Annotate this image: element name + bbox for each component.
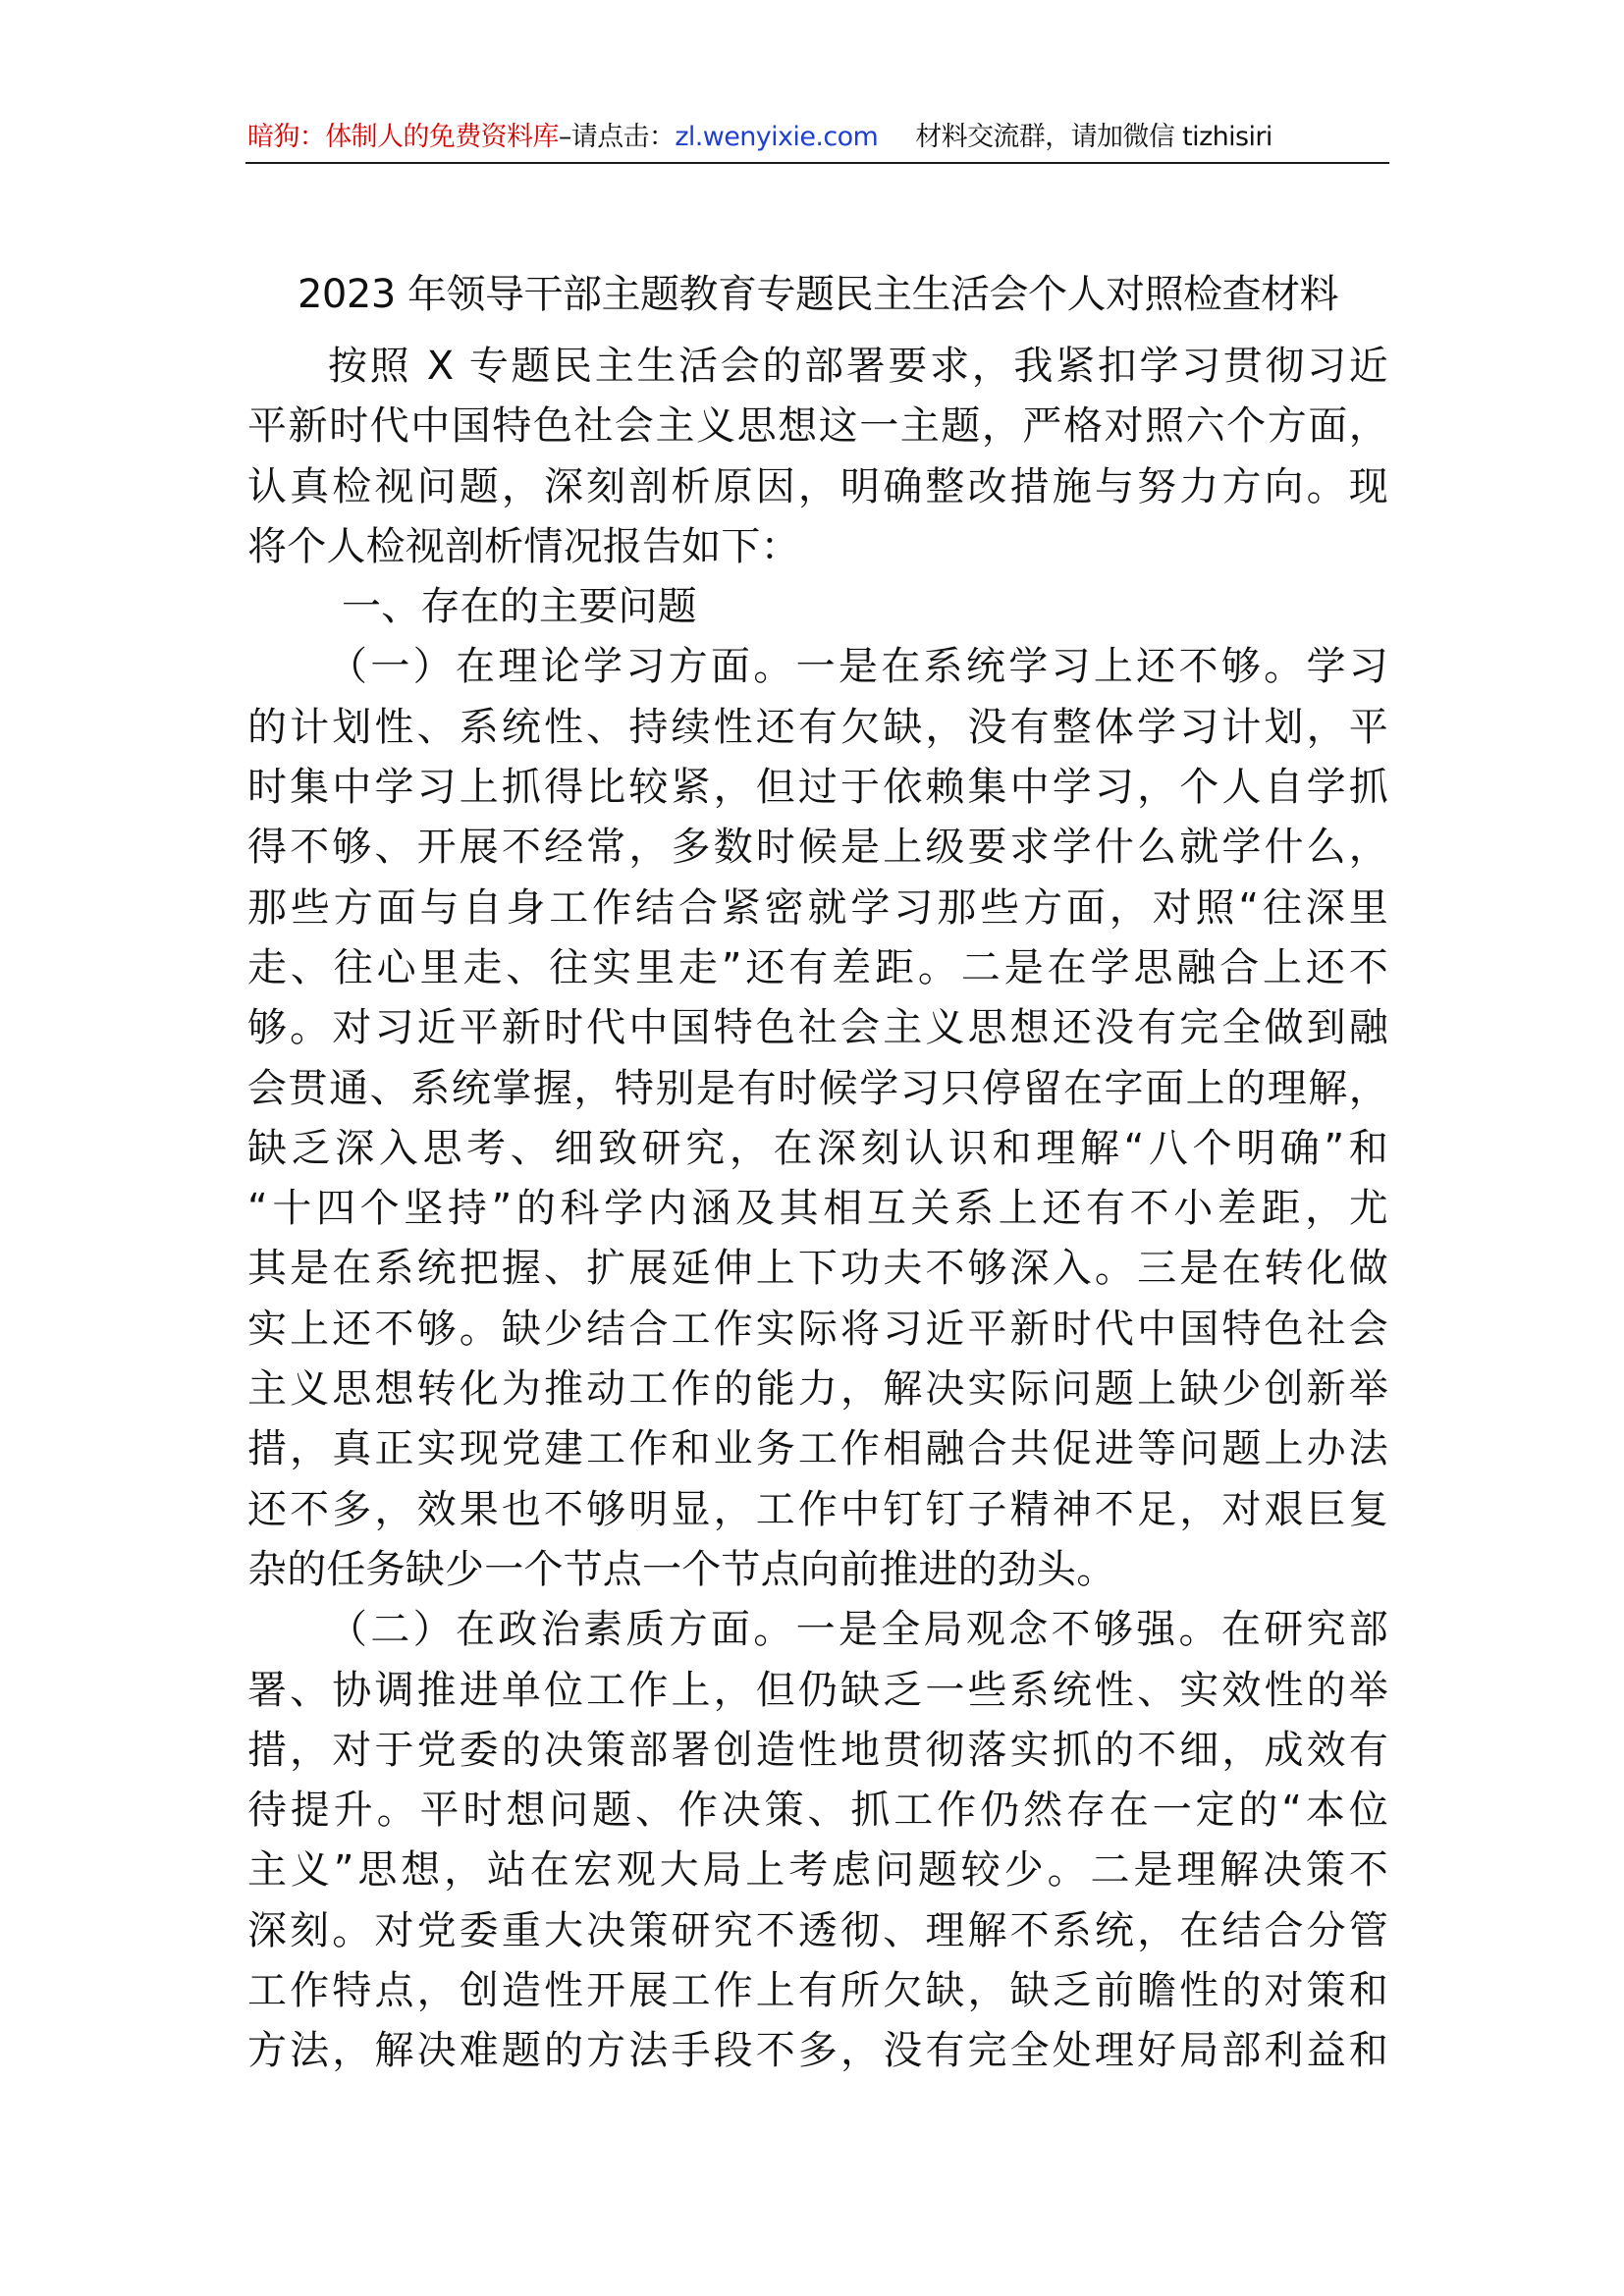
body-line: 实上还不够。缺少结合工作实际将习近平新时代中国特色社会 bbox=[247, 1306, 1388, 1352]
body-line: 够。对习近平新时代中国特色社会主义思想还没有完全做到融 bbox=[247, 1005, 1388, 1051]
body-line: 署、协调推进单位工作上，但仍缺乏一些系统性、实效性的举 bbox=[247, 1667, 1388, 1713]
body-line: （二）在政治素质方面。一是全局观念不够强。在研究部 bbox=[328, 1607, 1388, 1653]
body-line: 得不够、开展不经常，多数时候是上级要求学什么就学什么， bbox=[247, 825, 1388, 871]
section-heading: 一、存在的主要问题 bbox=[342, 584, 697, 630]
body-line: 主义”思想，站在宏观大局上考虑问题较少。二是理解决策不 bbox=[247, 1847, 1388, 1894]
body-line: 措，真正实现党建工作和业务工作相融合共促进等问题上办法 bbox=[247, 1426, 1388, 1472]
body-line: 认真检视问题，深刻剖析原因，明确整改措施与努力方向。现 bbox=[247, 463, 1388, 509]
body-line: 措，对于党委的决策部署创造性地贯彻落实抓的不细，成效有 bbox=[247, 1727, 1388, 1773]
body-line: 走、往心里走、往实里走”还有差距。二是在学思融合上还不 bbox=[247, 944, 1388, 990]
document-body bbox=[247, 337, 1388, 2082]
body-line: 待提升。平时想问题、作决策、抓工作仍然存在一定的“本位 bbox=[247, 1788, 1388, 1834]
body-line: 工作特点，创造性开展工作上有所欠缺，缺乏前瞻性的对策和 bbox=[247, 1968, 1388, 2014]
header-click-prompt: –请点击： bbox=[558, 122, 676, 152]
body-line: 还不多，效果也不够明显，工作中钉钉子精神不足，对艰巨复 bbox=[247, 1486, 1388, 1532]
body-line: 将个人检视剖析情况报告如下： bbox=[247, 523, 800, 569]
body-line: 深刻。对党委重大决策研究不透彻、理解不系统，在结合分管 bbox=[247, 1907, 1388, 1953]
body-line: 主义思想转化为推动工作的能力，解决实际问题上缺少创新举 bbox=[247, 1366, 1388, 1413]
body-line: 按照 X 专题民主生活会的部署要求，我紧扣学习贯彻习近 bbox=[328, 344, 1388, 389]
header-group-note: 材料交流群，请加微信 tizhisiri bbox=[915, 122, 1272, 152]
body-line: 其是在系统把握、扩展延伸上下功夫不够深入。三是在转化做 bbox=[247, 1246, 1388, 1292]
body-line: “十四个坚持”的科学内涵及其相互关系上还有不小差距，尤 bbox=[247, 1186, 1388, 1232]
header-source: 暗狗：体制人的免费资料库 bbox=[247, 122, 559, 152]
document-title: 2023 年领导干部主题教育专题民主生活会个人对照检查材料 bbox=[297, 272, 1338, 317]
header-divider bbox=[245, 162, 1389, 164]
body-line: （一）在理论学习方面。一是在系统学习上还不够。学习 bbox=[328, 644, 1388, 690]
body-line: 平新时代中国特色社会主义思想这一主题，严格对照六个方面， bbox=[247, 403, 1388, 450]
body-line: 时集中学习上抓得比较紧，但过于依赖集中学习，个人自学抓 bbox=[247, 765, 1388, 811]
page-header bbox=[247, 116, 1388, 159]
body-line: 会贯通、系统掌握，特别是有时候学习只停留在字面上的理解， bbox=[247, 1065, 1388, 1111]
body-line: 那些方面与自身工作结合紧密就学习那些方面，对照“往深里 bbox=[247, 884, 1388, 931]
body-line: 方法，解决难题的方法手段不多，没有完全处理好局部利益和 bbox=[247, 2028, 1388, 2074]
body-line: 缺乏深入思考、细致研究，在深刻认识和理解“八个明确”和 bbox=[247, 1125, 1388, 1171]
body-line: 的计划性、系统性、持续性还有欠缺，没有整体学习计划，平 bbox=[247, 704, 1388, 750]
body-line: 杂的任务缺少一个节点一个节点向前推进的劲头。 bbox=[247, 1546, 1116, 1592]
header-url-link[interactable]: zl.wenyixie.com bbox=[675, 122, 879, 152]
